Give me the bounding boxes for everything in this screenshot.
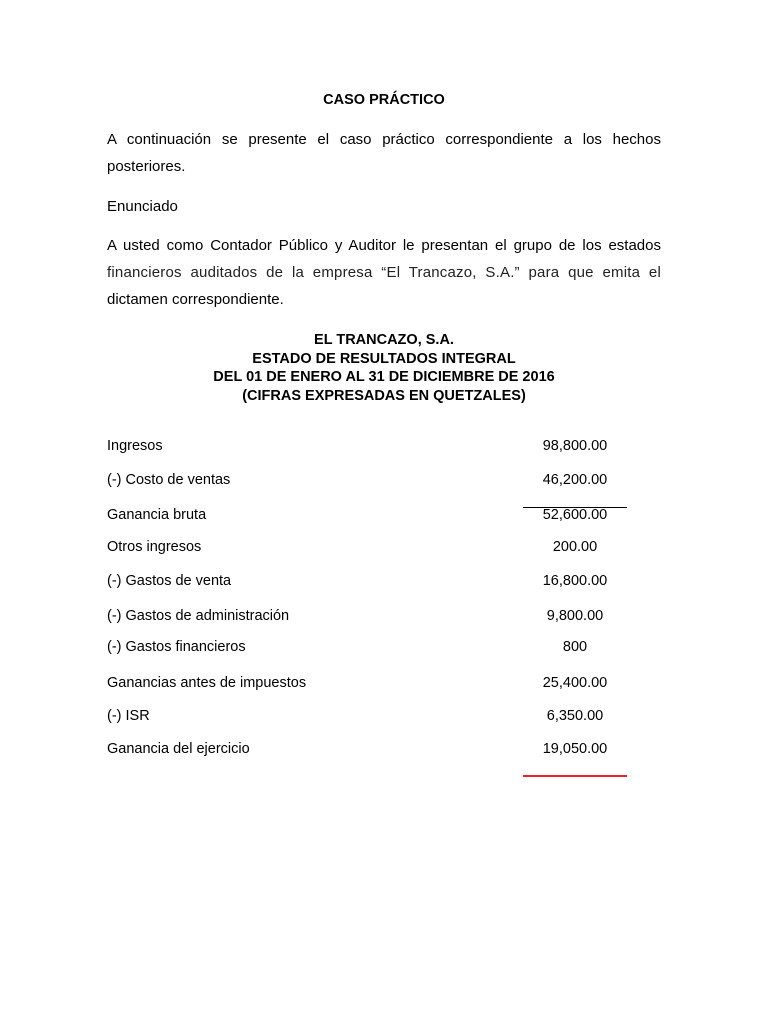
row-label-ganancia-ejercicio: Ganancia del ejercicio: [107, 741, 250, 757]
row-label-gastos-financieros: (-) Gastos financieros: [107, 639, 246, 655]
row-value-ganancia-ejercicio: 19,050.00: [542, 741, 608, 757]
statement-period: DEL 01 DE ENERO AL 31 DE DICIEMBRE DE 2016: [213, 369, 555, 385]
intro-line-2: posteriores.: [107, 158, 186, 175]
intro-line-1: A continuación se presente el caso práctico correspondiente a los hechos: [107, 131, 661, 148]
company-name: EL TRANCAZO, S.A.: [314, 332, 454, 348]
enunciado-text: Enunciado: [107, 198, 178, 215]
row-value-isr: 6,350.00: [546, 708, 604, 724]
row-label-ingresos: Ingresos: [107, 438, 163, 454]
row-label-costo-ventas: (-) Costo de ventas: [107, 472, 231, 488]
statement-name: ESTADO DE RESULTADOS INTEGRAL: [252, 350, 516, 367]
body-line-2: financieros auditados de la empresa “El Trancazo, S.A.” para que emita el: [107, 264, 661, 281]
row-label-otros-ingresos: Otros ingresos: [107, 539, 202, 555]
total-rule: [523, 775, 627, 777]
row-value-ganancias-antes-impuestos: 25,400.00: [542, 675, 608, 691]
body-paragraph: [107, 232, 661, 313]
body-line-3: dictamen correspondiente.: [107, 291, 284, 308]
row-value-ingresos: 98,800.00: [542, 438, 608, 454]
page-title: CASO PRÁCTICO: [323, 92, 445, 108]
row-label-ganancia-bruta: Ganancia bruta: [107, 507, 207, 523]
row-value-gastos-financieros: 800: [562, 639, 588, 655]
row-value-otros-ingresos: 200.00: [552, 539, 598, 555]
row-label-isr: (-) ISR: [107, 708, 150, 724]
row-value-ganancia-bruta: 52,600.00: [542, 507, 608, 523]
body-line-1: A usted como Contador Público y Auditor le presentan el grupo de los estados: [107, 237, 661, 254]
statement-currency: (CIFRAS EXPRESADAS EN QUETZALES): [242, 387, 526, 404]
row-label-gastos-venta: (-) Gastos de venta: [107, 573, 232, 589]
row-label-ganancias-antes-impuestos: Ganancias antes de impuestos: [107, 675, 307, 691]
statement-title-block: [0, 331, 768, 405]
row-value-costo-ventas: 46,200.00: [542, 472, 608, 488]
row-value-gastos-administracion: 9,800.00: [546, 608, 604, 624]
intro-paragraph: [107, 126, 661, 180]
row-label-gastos-administracion: (-) Gastos de administración: [107, 608, 290, 624]
enunciado-label: [107, 193, 661, 220]
row-value-gastos-venta: 16,800.00: [542, 573, 608, 589]
